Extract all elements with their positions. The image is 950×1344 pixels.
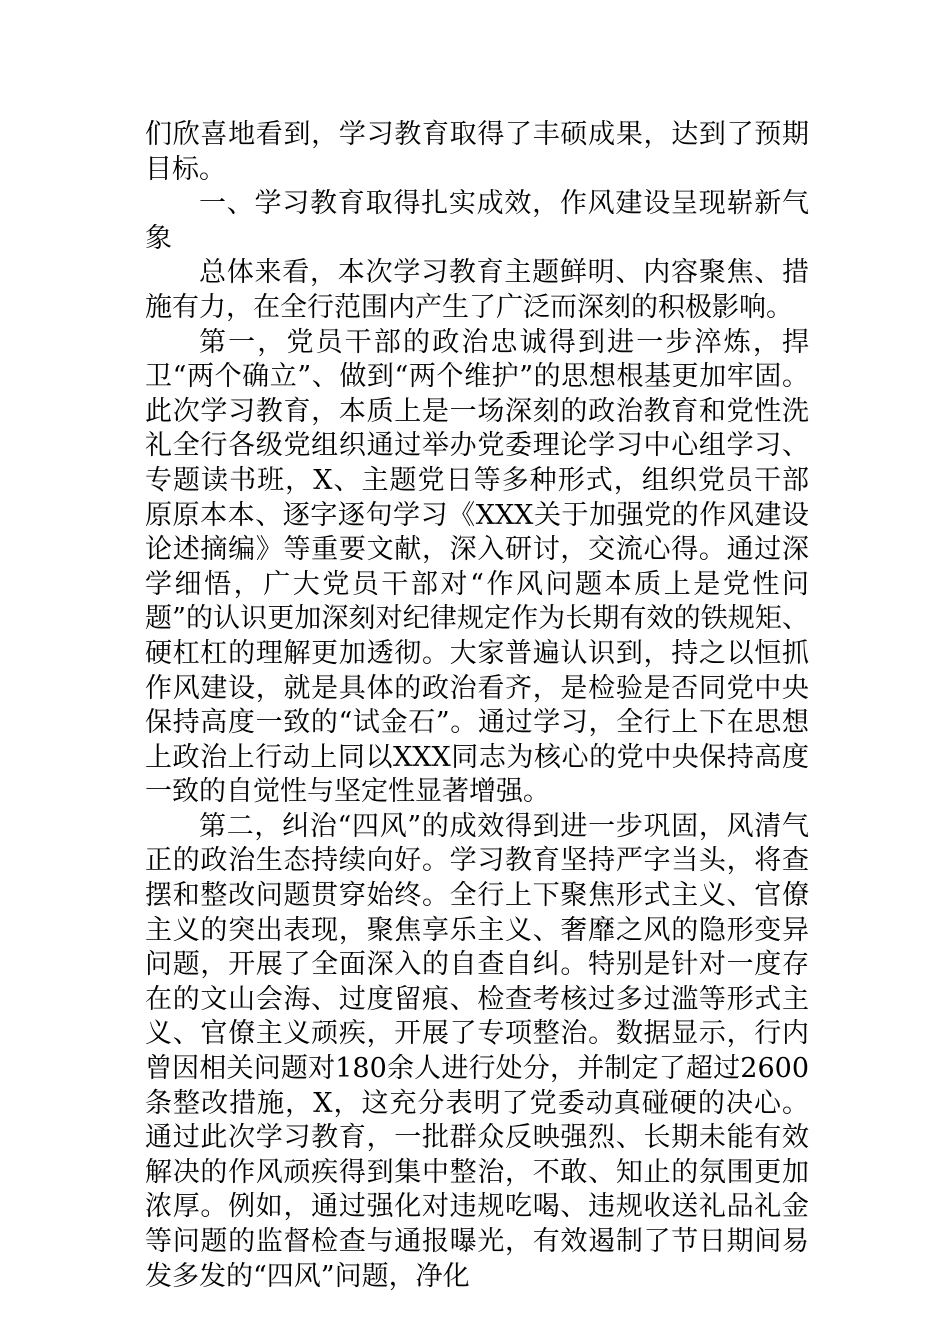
paragraph-second-point: 第二，纠治“四风”的成效得到进一步巩固，风清气正的政治生态持续向好。学习教育坚持严字当头，将查摆和整改问题贯穿始终。全行上下聚焦形式主义、官僚主义的突出表现，聚焦享乐主义、奢靡之风的隐形变异问题，开展了全面深入的自查自纠。特别是针对一度存在的文山会海、过度留痕、检查考核过多过滥等形式主义、官僚主义顽疾，开展了专项整治。数据显示，行内曾因相关问题对180余人进行处分，并制定了超过2600条整改措施，X，这充分表明了党委动真碰硬的决心。通过此次学习教育，一批群众反映强烈、长期未能有效解决的作风顽疾得到集中整治，不敢、知止的氛围更加浓厚。例如，通过强化对违规吃喝、违规收送礼品礼金等问题的监督检查与通报曝光，有效遏制了节日期间易发多发的“四风”问题，净化 (145, 810, 809, 1292)
document-page (145, 118, 809, 1294)
section-heading: 一、学习教育取得扎实成效，作风建设呈现崭新气象 (145, 188, 809, 254)
paragraph-continuation: 们欣喜地看到，学习教育取得了丰硕成果，达到了预期目标。 (145, 119, 809, 185)
paragraph-first-point: 第一，党员干部的政治忠诚得到进一步淬炼，捍卫“两个确立”、做到“两个维护”的思想根基更加牢固。此次学习教育，本质上是一场深刻的政治教育和党性洗礼全行各级党组织通过举办党委理论学习中心组学习、专题读书班，X、主题党日等多种形式，组织党员干部原原本本、逐字逐句学习《XXX关于加强党的作风建设论述摘编》等重要文献，深入研讨，交流心得。通过深学细悟，广大党员干部对“作风问题本质上是党性问题”的认识更加深刻对纪律规定作为长期有效的铁规矩、硬杠杠的理解更加透彻。大家普遍认识到，持之以恒抓作风建设，就是具体的政治看齐，是检验是否同党中央保持高度一致的“试金石”。通过学习，全行上下在思想上政治上行动上同以XXX同志为核心的党中央保持高度一致的自觉性与坚定性显著增强。 (145, 326, 809, 808)
paragraph-overview: 总体来看，本次学习教育主题鲜明、内容聚焦、措施有力，在全行范围内产生了广泛而深刻的积极影响。 (145, 257, 809, 323)
